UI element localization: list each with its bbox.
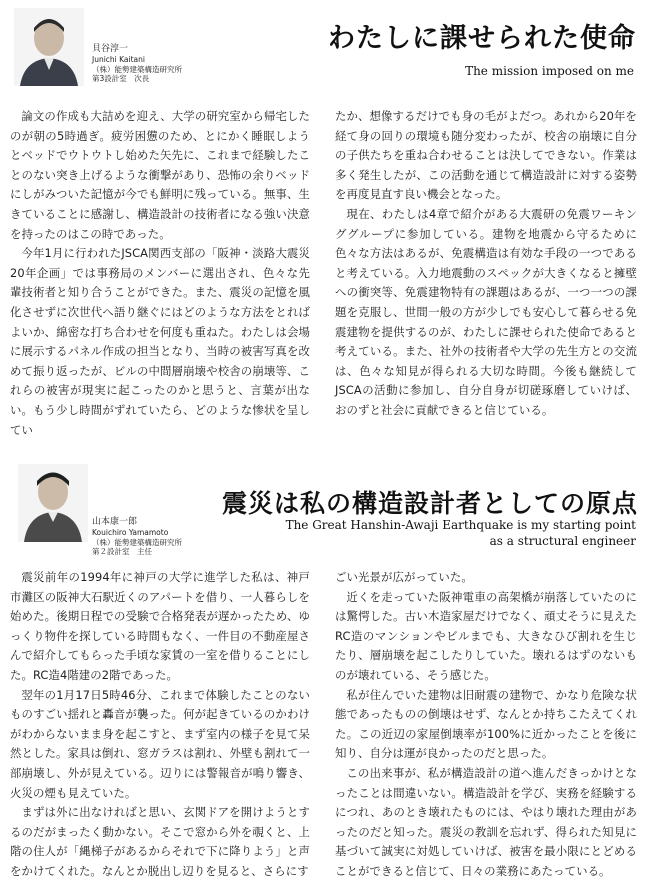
author-company: （株）能勢建築構造研究所 xyxy=(92,64,182,74)
article-subtitle-line2: as a structural engineer xyxy=(489,534,636,548)
article-title: 震災は私の構造設計者としての原点 xyxy=(221,489,638,518)
author-position: 第3設計室 次長 xyxy=(92,74,150,83)
paragraph: 現在、わたしは4章で紹介がある大震研の免震ワーキンググループに参加している。建物を地震から守るために色々な方法はあるが、免震構造は有効な手段の一つであると考えている。入力地震動のスペックが大きくなると擁壁への衝突等、免震建物特有の課題はあるが、一つ一つの課題を克服し、世間一般の方が少しでも安心して暮らせる免震建物を提供するのが、わたしに課せられた使命であると考えている。また、社外の技術者や大学の先生方との交流は、色々な知見が得られる大切な時間。今後も継続してJSCAの活動に参加し、自分自身が切磋琢磨していけば、おのずと社会に貢献できると信じている。 xyxy=(335,206,637,417)
paragraph: この出来事が、私が構造設計の道へ進んだきっかけとなったことは間違いない。構造設計を学び、実務を経験するにつれ、あのとき壊れたものには、やはり壊れた理由があったのだと知った。震災の教訓を忘れず、得られた知見に基づいて誠実に対処していけば、被害を最小限にとどめることができると信じて、日々の業務にあたっている。 xyxy=(335,765,637,878)
author-name-en: Junichi Kaitani xyxy=(92,55,145,64)
article-subtitle-line1: The Great Hanshin-Awaji Earthquake is my starting point xyxy=(285,518,636,532)
paragraph: ごい光景が広がっていた。 xyxy=(335,570,473,584)
author-position: 第２設計室 主任 xyxy=(92,547,152,556)
article-subtitle: The mission imposed on me xyxy=(465,64,634,78)
paragraph: まずは外に出なければと思い、玄関ドアを開けようとするのだがまったく動かない。そこで窓から外を覗くと、上階の住人が「縄梯子があるからそれで下に降りよう」と声をかけてくれた。なんとか脱出し辺りを見ると、さらにす xyxy=(10,805,310,878)
body-column-right xyxy=(335,568,637,882)
paragraph: 今年1月に行われたJSCA関西支部の「阪神・淡路大震災20年企画」では事務局のメンバーに選出され、色々な先輩技術者と知り合うことができた。また、震災の記憶を風化させずに次世代へ語り継ぐにはどのような方法をとればよいか、綿密な打ち合わせを何度も重ねた。わたしは会場に展示するパネル作成の担当となり、当時の被害写真を改めて振り返ったが、ビルの中間層崩壊や校舎の崩壊等、これらの被害が現実に起こったのかと思うと、言葉が出ない。もう少し時間がずれていたら、どのような惨状を呈してい xyxy=(10,246,310,437)
author-portrait-icon xyxy=(18,464,88,542)
author-portrait-icon xyxy=(14,8,84,86)
article-starting-point xyxy=(0,462,650,877)
author-name-ja: 貝谷淳一 xyxy=(92,44,129,54)
author-photo xyxy=(18,464,88,542)
body-column-left xyxy=(10,107,310,440)
author-photo xyxy=(14,8,84,86)
paragraph: 私が住んでいた建物は旧耐震の建物で、かなり危険な状態であったものの倒壊はせず、なんとか持ちこたえてくれた。この近辺の家屋倒壊率が100%に近かったことを後に知り、自分は運が良かったのだと思った。 xyxy=(335,687,637,761)
article-mission xyxy=(0,0,650,437)
author-name-en: Kouichiro Yamamoto xyxy=(92,528,169,537)
paragraph: 震災前年の1994年に神戸の大学に進学した私は、神戸市灘区の阪神大石駅近くのアパートを借り、一人暮らしを始めた。後期日程での受験で合格発表が遅かったため、ゆっくり物件を探している時間もなく、一件目の不動産屋さんで紹介してもらった手頃な家賃の一室を借りることにした。RC造4階建の2階であった。 xyxy=(10,570,310,682)
author-info xyxy=(92,517,182,557)
body-column-right xyxy=(335,107,637,421)
article-subtitle xyxy=(286,517,636,549)
paragraph: 翌年の1月17日5時46分、これまで体験したことのないものすごい揺れと轟音が襲った。何が起きているのかわけがわからないまま身を起こすと、まず室内の様子を見て呆然とした。家具は倒れ、窓ガラスは割れ、外壁も割れて一部崩壊し、外が見えている。辺りには警報音が鳴り響き、火災の煙も見えていた。 xyxy=(10,687,310,800)
author-company: （株）能勢建築構造研究所 xyxy=(92,537,182,547)
paragraph: 近くを走っていた阪神電車の高架橋が崩落していたのには驚愕した。古い木造家屋だけでなく、頑丈そうに見えたRC造のマンションやビルまでも、大きなひび割れを生じたり、層崩壊を起こしたりしていた。壊れるはずのないものが壊れている、そう感じた。 xyxy=(335,589,637,682)
article-title: わたしに課せられた使命 xyxy=(328,23,636,54)
author-name-ja: 山本康一郎 xyxy=(92,517,138,527)
body-column-left xyxy=(10,568,310,882)
paragraph: たか、想像するだけでも身の毛がよだつ。あれから20年を経て身の回りの環境も随分変わったが、校舎の崩壊に自分の子供たちを重ね合わせることは決してできない。作業は多く発生したが、この活動を通じて構造設計に対する姿勢を再度見直す良い機会となった。 xyxy=(335,109,637,202)
author-info xyxy=(92,44,182,84)
paragraph: 論文の作成も大詰めを迎え、大学の研究室から帰宅したのが朝の5時過ぎ。疲労困憊のため、とにかく睡眠しようとベッドでウトウトし始めた矢先に、これまで経験したことのない突き上げるような衝撃があり、恐怖の余りベッドにしがみついた記憶が今でも鮮明に残っている。無事、生きていることに感謝し、構造設計の技術者になる強い決意を持ったのはこの時であった。 xyxy=(10,109,310,241)
